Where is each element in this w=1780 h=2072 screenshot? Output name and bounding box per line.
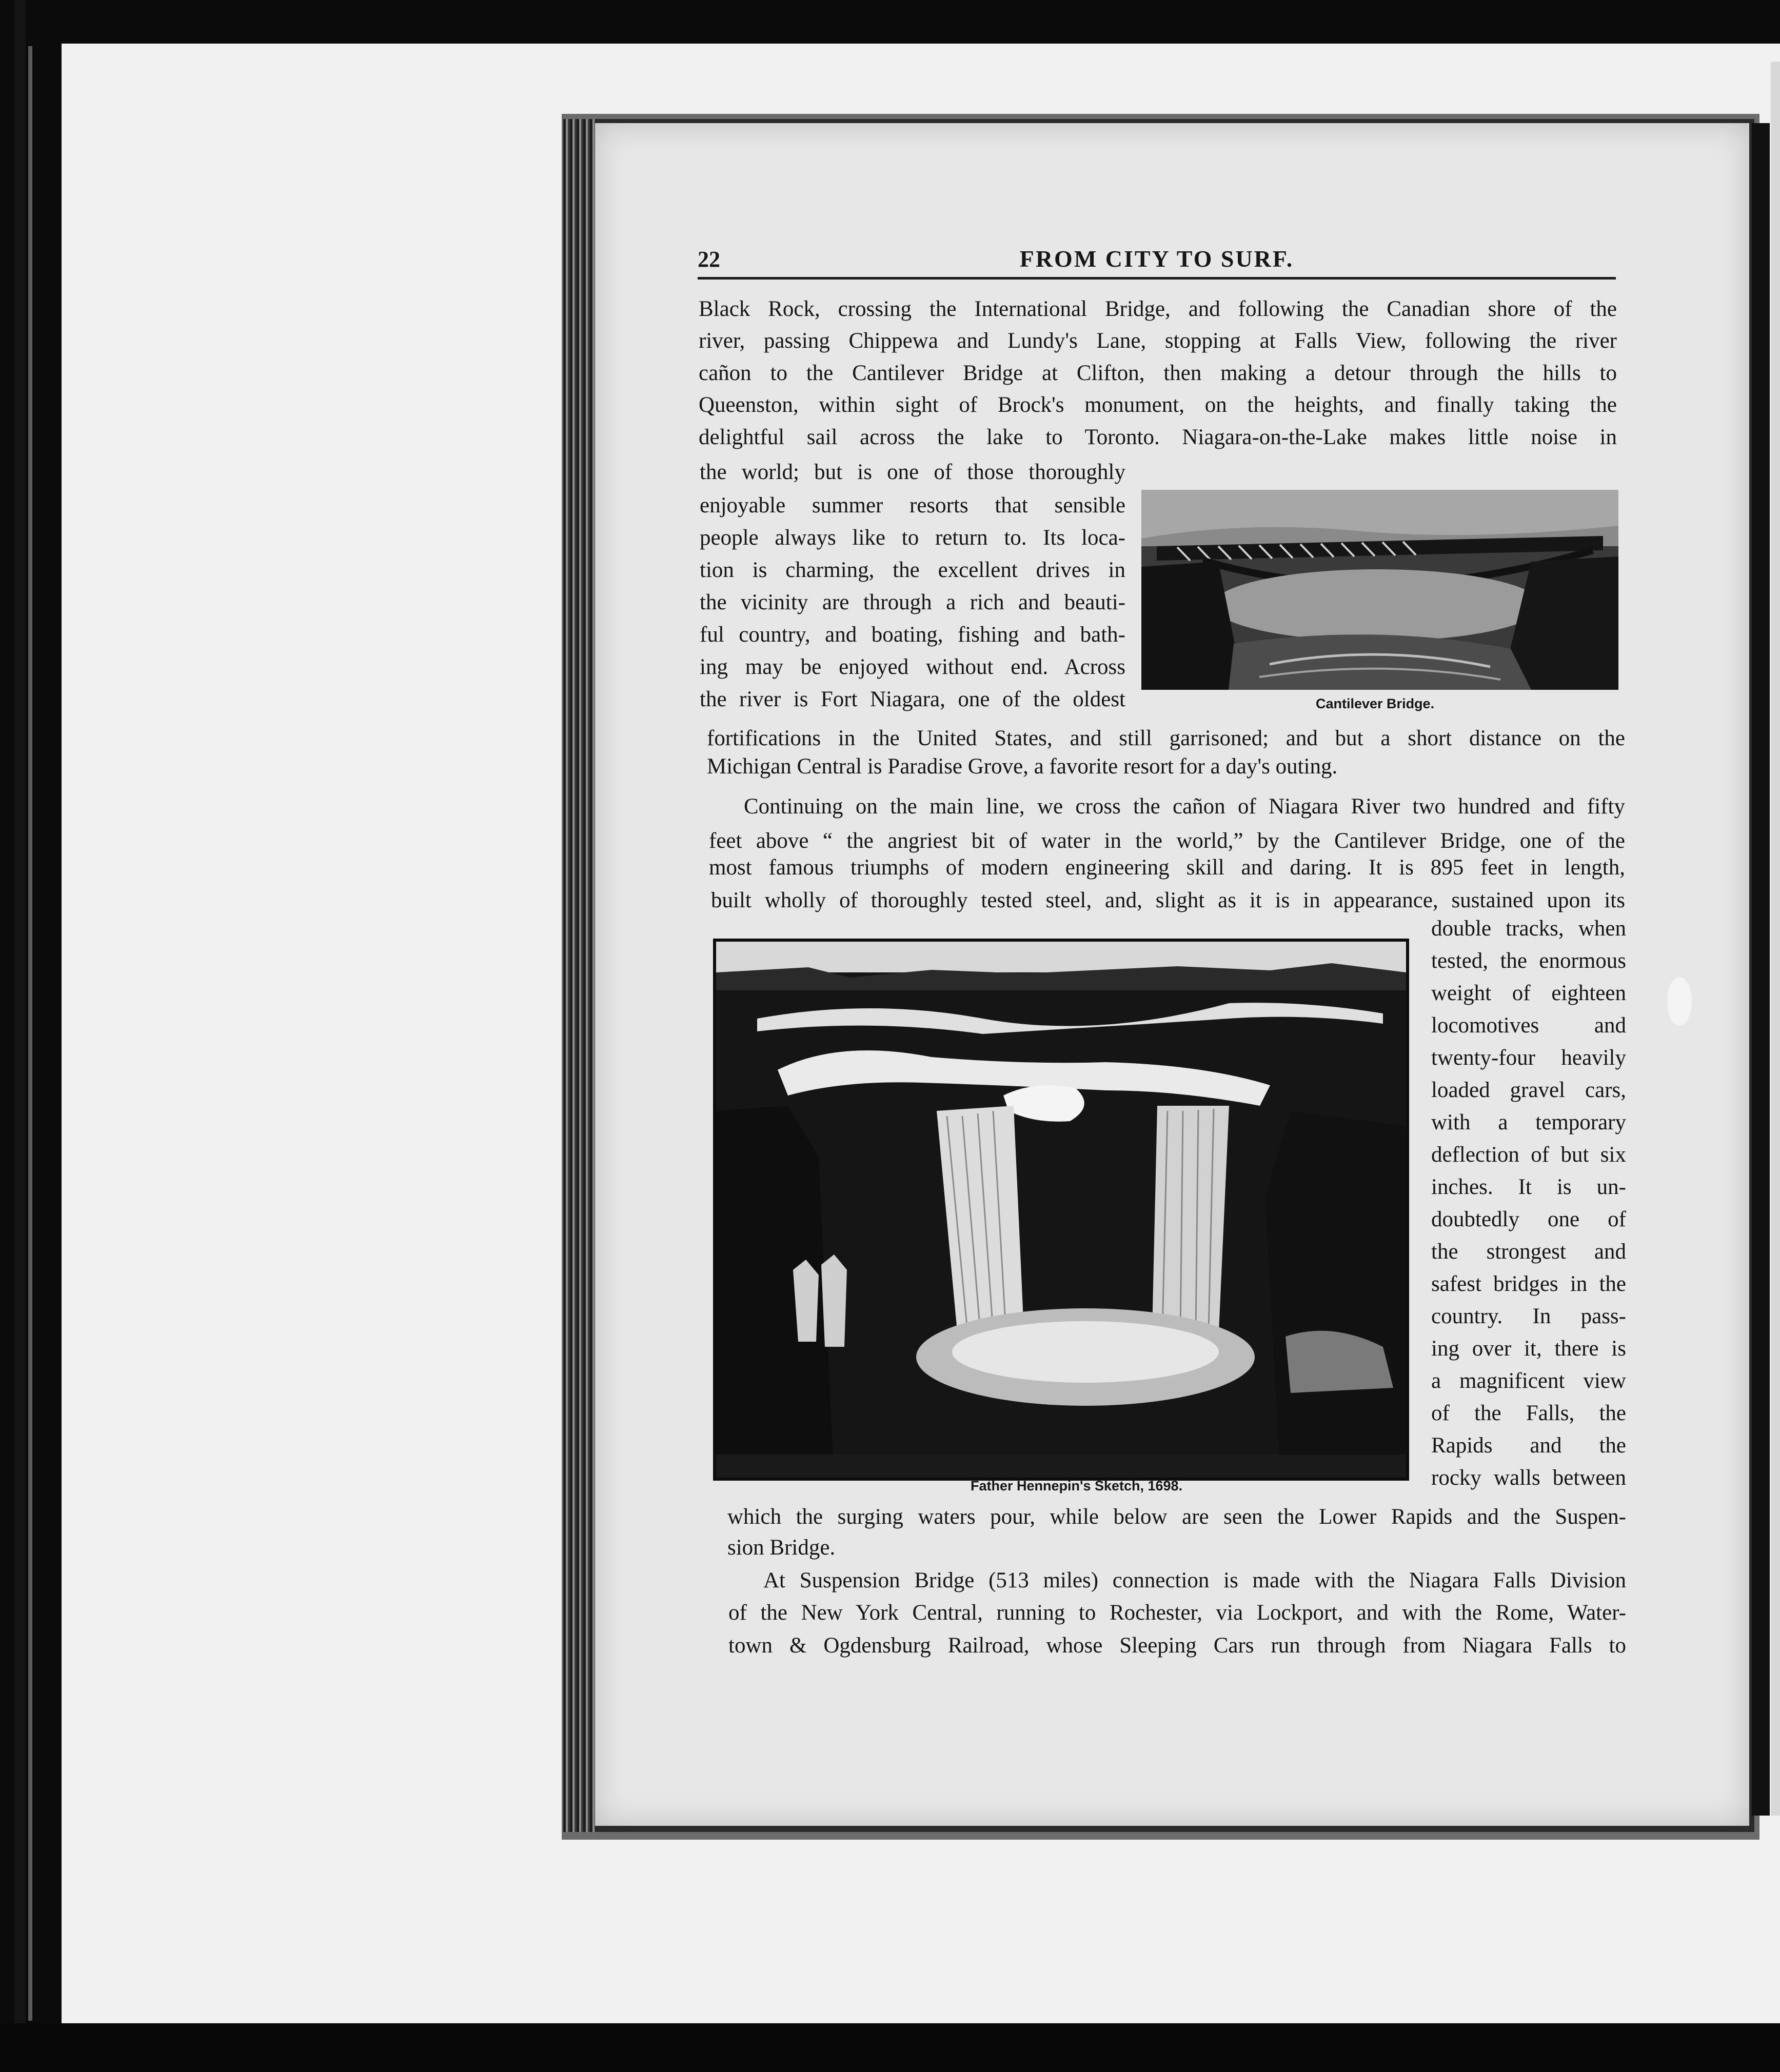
text-line: river, passing Chippewa and Lundy's Lane, stopping at Falls View, following the river [699, 329, 1617, 353]
facing-page-edge [1752, 123, 1770, 1816]
text-line: which the surging waters pour, while below are seen the Lower Rapids and the Suspen- [727, 1505, 1626, 1529]
text-line: Michigan Central is Paradise Grove, a favorite resort for a day's outing. [707, 754, 1338, 779]
text-line: safest bridges in the [1431, 1272, 1626, 1296]
text-line: Continuing on the main line, we cross the cañon of Niagara River two hundred and fifty [744, 794, 1625, 819]
scan-left-edge-line [28, 46, 32, 2021]
text-line: delightful sail across the lake to Toronto. Niagara-on-the-Lake makes little noise in [699, 425, 1617, 449]
text-line: At Suspension Bridge (513 miles) connection is made with the Niagara Falls Division [763, 1568, 1626, 1592]
text-line: a magnificent view [1431, 1369, 1626, 1393]
text-line: tested, the enormous [1431, 949, 1626, 973]
text-line: the vicinity are through a rich and beauti- [700, 590, 1125, 614]
text-line: Queenston, within sight of Brock's monument, on the heights, and finally taking the [699, 393, 1617, 417]
page-header [698, 241, 1616, 282]
text-line: Rapids and the [1431, 1433, 1626, 1458]
text-line: with a temporary [1431, 1110, 1626, 1134]
text-line: double tracks, when [1431, 917, 1626, 941]
text-line: enjoyable summer resorts that sensible [700, 493, 1125, 517]
text-line: country. In pass- [1431, 1304, 1626, 1328]
hennepin-caption: Father Hennepin's Sketch, 1698. [971, 1478, 1183, 1493]
text-line: locomotives and [1431, 1013, 1626, 1038]
text-line: the strongest and [1431, 1240, 1626, 1264]
scan-left-edge [14, 0, 26, 2072]
text-line: ing over it, there is [1431, 1337, 1626, 1361]
text-line: of the New York Central, running to Rochester, via Lockport, and with the Rome, Water- [728, 1601, 1626, 1625]
header-rule [698, 277, 1616, 280]
cantilever-caption: Cantilever Bridge. [1316, 696, 1435, 711]
text-line: inches. It is un- [1431, 1175, 1626, 1199]
page-edges [563, 119, 595, 1832]
text-line: loaded gravel cars, [1431, 1078, 1626, 1102]
text-line: deflection of but six [1431, 1143, 1626, 1167]
text-line: tion is charming, the excellent drives in [700, 558, 1125, 582]
text-line: feet above “ the angriest bit of water in the world,” by the Cantilever Bridge, one of the [709, 829, 1625, 853]
text-line: Black Rock, crossing the International Bridge, and following the Canadian shore of the [699, 297, 1617, 321]
text-line: built wholly of thoroughly tested steel, and, slight as it is in appearance, sustained upon its [711, 888, 1625, 912]
page-number: 22 [698, 247, 720, 272]
text-line: the river is Fort Niagara, one of the oldest [700, 687, 1125, 711]
text-line: town & Ogdensburg Railroad, whose Sleeping Cars run through from Niagara Falls to [728, 1633, 1626, 1658]
text-line: rocky walls between [1431, 1466, 1626, 1490]
text-line: most famous triumphs of modern engineering skill and daring. It is 895 feet in length, [709, 855, 1625, 880]
text-line: sion Bridge. [727, 1536, 836, 1560]
text-line: ing may be enjoyed without end. Across [700, 655, 1125, 679]
father-hennepin-sketch-illustration [713, 939, 1409, 1481]
text-line: ful country, and boating, fishing and bath- [700, 623, 1125, 647]
text-line: cañon to the Cantilever Bridge at Clifton, then making a detour through the hills to [699, 361, 1617, 385]
scan-bottom-band [0, 2023, 1780, 2072]
text-line: doubtedly one of [1431, 1207, 1626, 1231]
text-line: people always like to return to. Its loca- [700, 526, 1125, 550]
cantilever-bridge-illustration [1141, 490, 1618, 690]
text-line: twenty-four heavily [1431, 1046, 1626, 1070]
scan-speck [1667, 977, 1692, 1026]
text-line: fortifications in the United States, and still garrisoned; and but a short distance on the [707, 726, 1625, 750]
text-line: of the Falls, the [1431, 1401, 1626, 1425]
text-line: weight of eighteen [1431, 981, 1626, 1005]
running-head: FROM CITY TO SURF. [1019, 246, 1294, 272]
facing-page-strip [1771, 62, 1780, 1816]
text-line: the world; but is one of those thoroughly [700, 460, 1125, 484]
